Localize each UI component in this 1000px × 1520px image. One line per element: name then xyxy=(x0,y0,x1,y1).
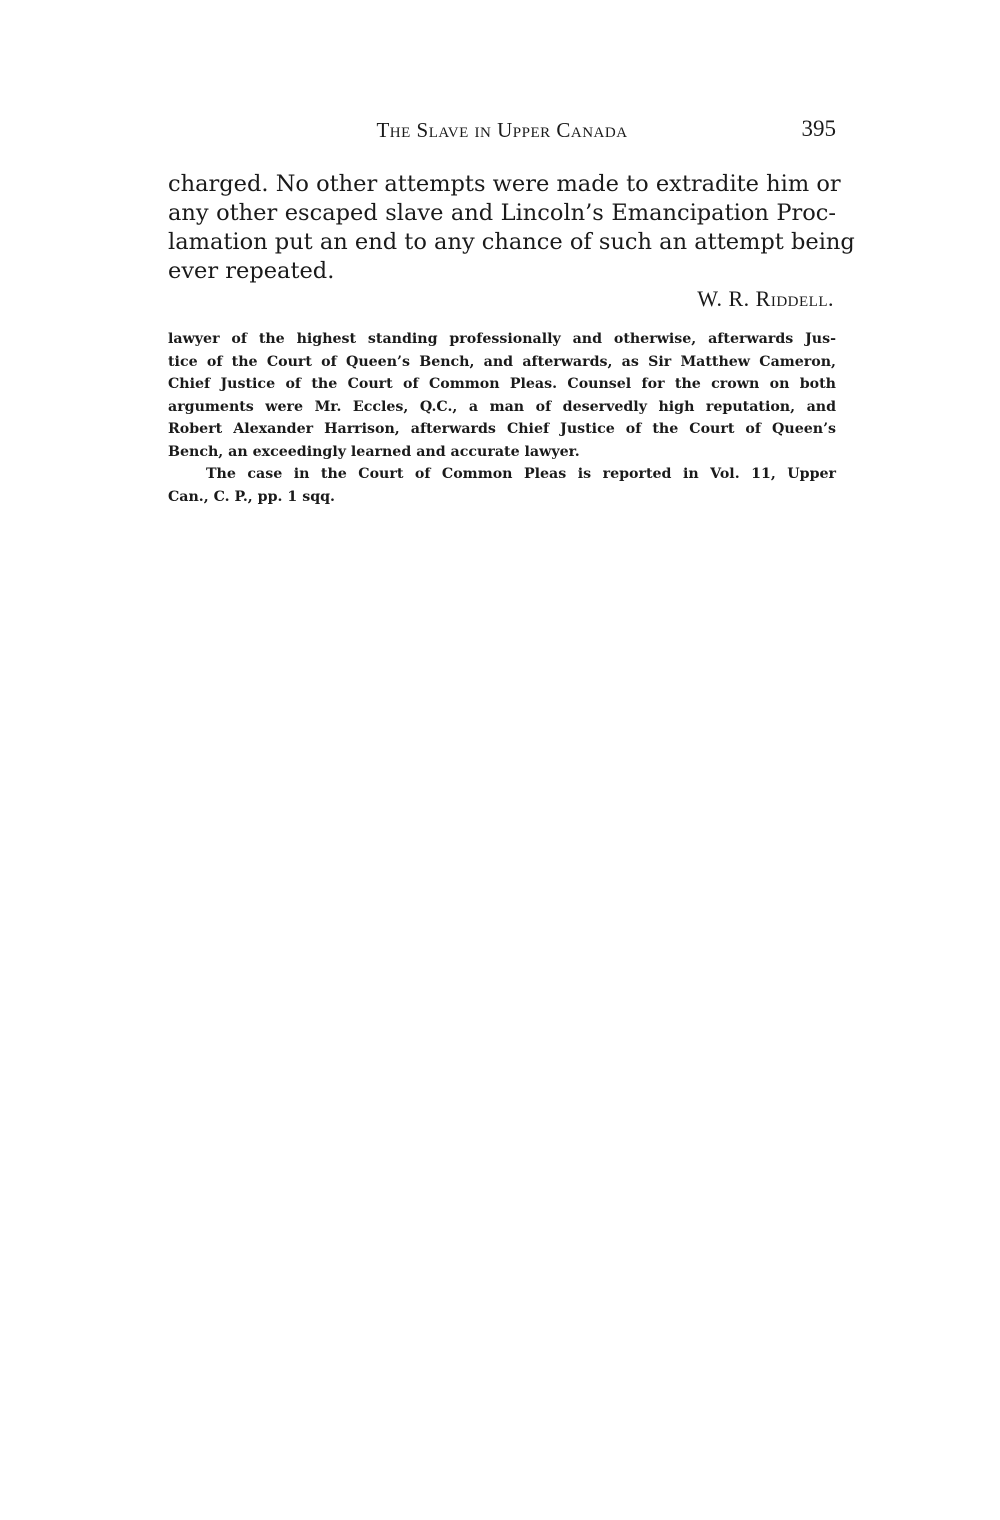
footnote-line: tice of the Court of Queen’s Bench, and afterwards, as Sir Matthew Cameron, xyxy=(168,353,836,370)
footnote-line: lawyer of the highest standing professionally and otherwise, afterwards Jus- xyxy=(168,331,836,347)
body-paragraph xyxy=(168,170,855,286)
footnote-line: The case in the Court of Common Pleas is reported in Vol. 11, Upper xyxy=(206,466,836,482)
running-title: The Slave in Upper Canada xyxy=(376,118,628,142)
signature-initials: W. R. xyxy=(697,286,756,311)
signature-surname: Riddell. xyxy=(755,286,834,311)
footnote-line: arguments were Mr. Eccles, Q.C., a man of deservedly high reputation, and xyxy=(168,398,836,415)
body-line: ever repeated. xyxy=(168,258,335,284)
body-line: any other escaped slave and Lincoln’s Emancipation Proc- xyxy=(168,200,836,226)
footnote-line: Chief Justice of the Court of Common Pleas. Counsel for the crown on both xyxy=(168,376,836,392)
footnote-line: Robert Alexander Harrison, afterwards Chief Justice of the Court of Queen’s xyxy=(168,421,836,437)
footnote-line: Can., C. P., pp. 1 sqq. xyxy=(168,488,335,505)
footnote xyxy=(168,328,836,508)
author-signature xyxy=(697,286,834,312)
page-number: 395 xyxy=(801,116,836,141)
running-head xyxy=(168,118,836,152)
footnote-line: Bench, an exceedingly learned and accurate lawyer. xyxy=(168,443,580,460)
body-line: charged. No other attempts were made to extradite him or xyxy=(168,171,841,197)
body-line: lamation put an end to any chance of such an attempt being xyxy=(168,229,855,255)
